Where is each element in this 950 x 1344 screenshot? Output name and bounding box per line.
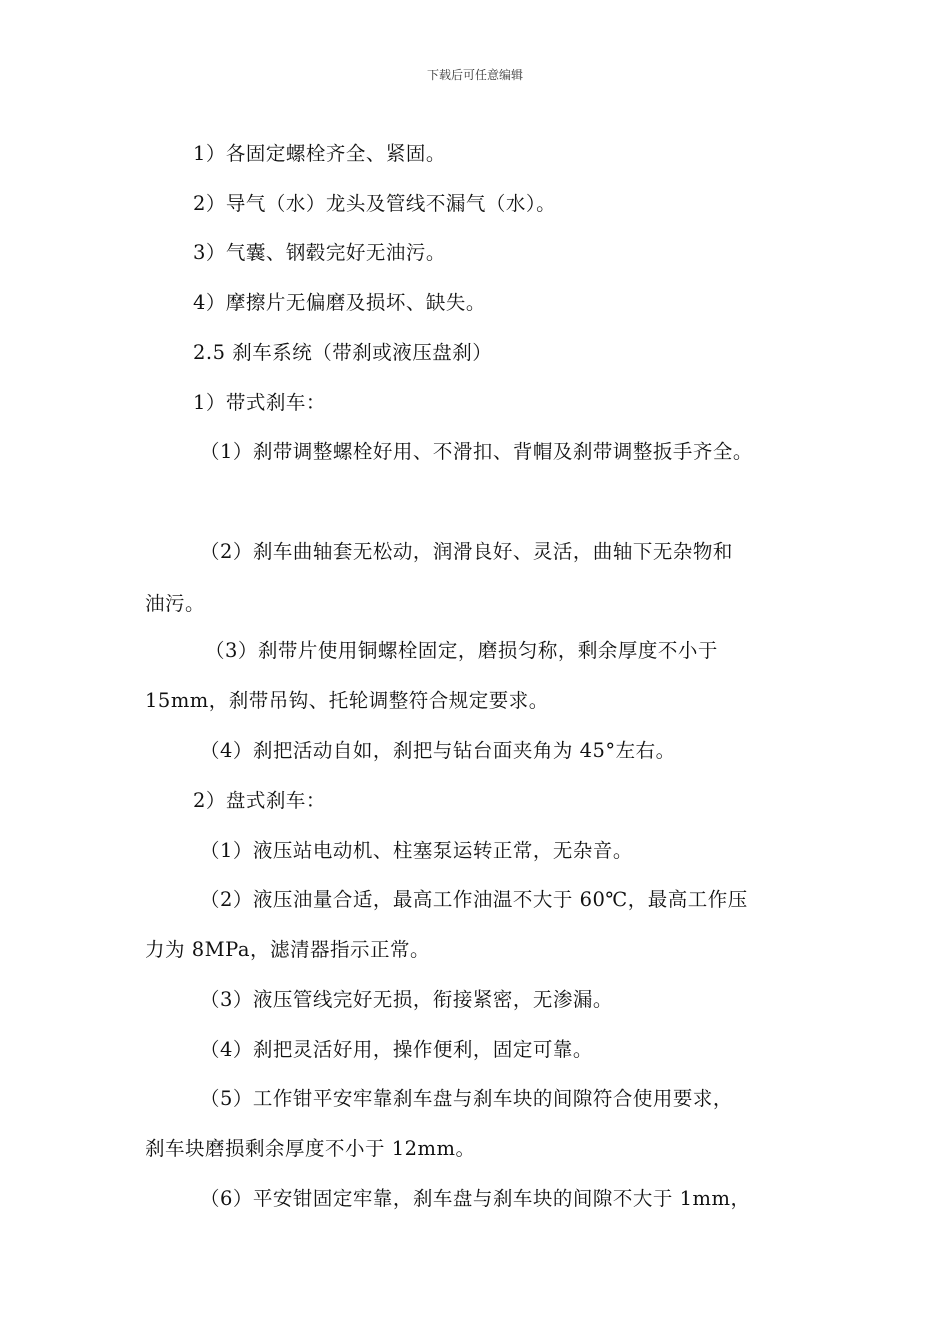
text-line: （3）刹带片使用铜螺栓固定，磨损匀称，剩余厚度不小于 [205,639,718,662]
text-line: 4）摩擦片无偏磨及损坏、缺失。 [193,291,486,314]
text-line: （2）液压油量合适，最高工作油温不大于 60℃，最高工作压 [200,888,748,911]
text-line: 1）带式刹车： [193,391,326,414]
text-line: （1）液压站电动机、柱塞泵运转正常，无杂音。 [200,839,633,862]
text-line: 2）盘式刹车： [193,789,326,812]
text-line: （4）刹把灵活好用，操作便利，固定可靠。 [200,1038,593,1061]
page-header: 下载后可任意编辑 [426,68,523,82]
text-line: 15mm，刹带吊钩、托轮调整符合规定要求。 [145,689,549,712]
text-line: （3）液压管线完好无损，衔接紧密，无渗漏。 [200,988,613,1011]
text-line: 刹车块磨损剩余厚度不小于 12mm。 [145,1137,476,1160]
text-line: 2）导气（水）龙头及管线不漏气（水）。 [193,192,557,215]
text-line: （4）刹把活动自如，刹把与钻台面夹角为 45°左右。 [200,739,676,762]
text-line: （5）工作钳平安牢靠刹车盘与刹车块的间隙符合使用要求， [200,1087,733,1110]
text-line: 力为 8MPa，滤清器指示正常。 [145,938,430,961]
text-line: 3）气囊、钢毂完好无油污。 [193,241,446,264]
text-line: 油污。 [145,592,206,615]
text-line: （2）刹车曲轴套无松动，润滑良好、灵活，曲轴下无杂物和 [200,540,733,563]
section-heading: 2.5 刹车系统（带刹或液压盘刹） [193,341,493,364]
text-line: 1）各固定螺栓齐全、紧固。 [193,142,446,165]
text-line: （6）平安钳固定牢靠，刹车盘与刹车块的间隙不大于 1mm， [200,1187,751,1210]
text-line: （1）刹带调整螺栓好用、不滑扣、背帽及刹带调整扳手齐全。 [200,440,753,463]
